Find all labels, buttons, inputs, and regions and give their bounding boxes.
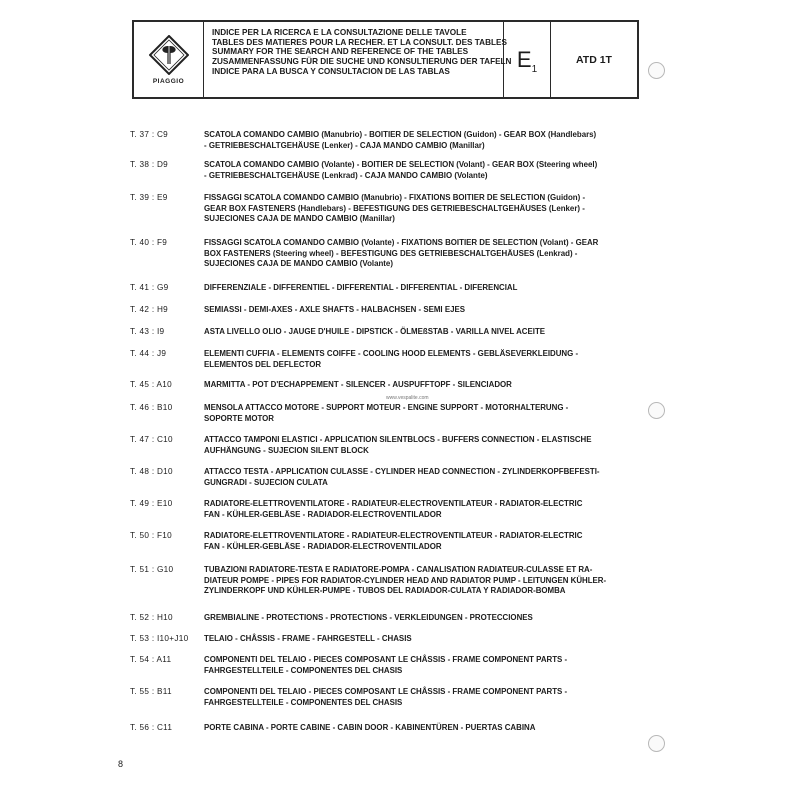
description-line: FISSAGGI SCATOLA COMANDO CAMBIO (Volante) - FIXATIONS BOITIER DE SELECTION (Volant) - GEAR <box>204 238 599 247</box>
description-line: ELEMENTI CUFFIA - ELEMENTS COIFFE - COOLING HOOD ELEMENTS - GEBLÄSEVERKLEIDUNG - <box>204 349 579 358</box>
description-line: ELEMENTOS DEL DEFLECTOR <box>204 359 322 369</box>
page-number: 8 <box>118 759 124 769</box>
description-line: - GETRIEBESCHALTGEHÄUSE (Lenker) - CAJA MANDO CAMBIO (Manillar) <box>204 140 485 150</box>
description-line: COMPONENTI DEL TELAIO - PIECES COMPOSANT LE CHÂSSIS - FRAME COMPONENT PARTS - <box>204 687 568 696</box>
table-code: T. 55 : B11 <box>130 687 172 696</box>
table-description <box>204 403 647 424</box>
description-line: SUJECIONES CAJA DE MANDO CAMBIO (Volante) <box>204 259 393 269</box>
section-cell <box>504 22 551 97</box>
table-code: T. 37 : C9 <box>130 130 169 139</box>
description-line: RADIATORE-ELETTROVENTILATORE - RADIATEUR-ELECTROVENTILATEUR - RADIATOR-ELECTRIC <box>204 531 583 540</box>
description-line: GREMBIALINE - PROTECTIONS - PROTECTIONS - VERKLEIDUNGEN - PROTECCIONES <box>204 613 533 622</box>
header-box <box>132 20 639 99</box>
description-line: SUJECIONES CAJA DE MANDO CAMBIO (Manillar) <box>204 214 395 224</box>
table-description <box>204 655 647 676</box>
table-code: T. 38 : D9 <box>130 160 169 169</box>
table-description <box>204 305 647 316</box>
table-description <box>204 467 647 488</box>
binder-hole <box>648 735 665 752</box>
description-line: AUFHÄNGUNG - SUJECION SILENT BLOCK <box>204 445 369 455</box>
table-description <box>204 565 647 597</box>
description-line: ZYLINDERKOPF UND KÜHLER-PUMPE - TUBOS DEL RADIADOR-CULATA Y RADIADOR-BOMBA <box>204 586 566 596</box>
table-description <box>204 435 647 456</box>
title-line: INDICE PARA LA BUSCA Y CONSULTACION DE LAS TABLAS <box>212 66 450 76</box>
section-number: 1 <box>531 64 538 75</box>
title-line: ZUSAMMENFASSUNG FÜR DIE SUCHE UND KONSULTIERUNG DER TAFELN <box>212 57 512 67</box>
table-code: T. 51 : G10 <box>130 565 174 574</box>
description-line: TUBAZIONI RADIATORE-TESTA E RADIATORE-POMPA - CANALISATION RADIATEUR-CULASSE ET RA- <box>204 565 593 574</box>
table-code: T. 48 : D10 <box>130 467 173 476</box>
description-line: COMPONENTI DEL TELAIO - PIECES COMPOSANT LE CHÂSSIS - FRAME COMPONENT PARTS - <box>204 655 568 664</box>
description-line: PORTE CABINA - PORTE CABINE - CABIN DOOR - KABINENTÜREN - PUERTAS CABINA <box>204 723 536 732</box>
table-code: T. 53 : I10+J10 <box>130 634 189 643</box>
title-line: SUMMARY FOR THE SEARCH AND REFERENCE OF THE TABLES <box>212 47 469 57</box>
table-description <box>204 634 647 645</box>
table-code: T. 42 : H9 <box>130 305 169 314</box>
description-line: SCATOLA COMANDO CAMBIO (Manubrio) - BOITIER DE SELECTION (Guidon) - GEAR BOX (Handlebars) <box>204 130 597 139</box>
description-line: ASTA LIVELLO OLIO - JAUGE D'HUILE - DIPSTICK - ÖLMEßSTAB - VARILLA NIVEL ACEITE <box>204 327 546 336</box>
table-description <box>204 380 647 391</box>
logo-cell <box>134 22 204 97</box>
table-code: T. 50 : F10 <box>130 531 172 540</box>
description-line: - GETRIEBESCHALTGEHÄUSE (Lenkrad) - CAJA MANDO CAMBIO (Volante) <box>204 170 488 180</box>
table-code: T. 43 : I9 <box>130 327 165 336</box>
binder-hole <box>648 402 665 419</box>
piaggio-logo-icon <box>149 35 189 75</box>
description-line: SOPORTE MOTOR <box>204 413 274 423</box>
table-code: T. 47 : C10 <box>130 435 173 444</box>
table-description <box>204 499 647 520</box>
description-line: RADIATORE-ELETTROVENTILATORE - RADIATEUR-ELECTROVENTILATEUR - RADIATOR-ELECTRIC <box>204 499 583 508</box>
description-line: DIATEUR POMPE - PIPES FOR RADIATOR-CYLINDER HEAD AND RADIATOR PUMP - LEITUNGEN KÜHLER- <box>204 575 607 585</box>
table-description <box>204 160 647 181</box>
table-description <box>204 283 647 294</box>
table-code: T. 40 : F9 <box>130 238 168 247</box>
title-cell <box>204 22 512 97</box>
description-line: DIFFERENZIALE - DIFFERENTIEL - DIFFERENTIAL - DIFFERENTIAL - DIFERENCIAL <box>204 283 518 292</box>
description-line: FAHRGESTELLTEILE - COMPONENTES DEL CHASIS <box>204 665 403 675</box>
table-description <box>204 193 647 225</box>
table-description <box>204 531 647 552</box>
table-code: T. 44 : J9 <box>130 349 167 358</box>
table-code: T. 45 : A10 <box>130 380 172 389</box>
description-line: TELAIO - CHÂSSIS - FRAME - FAHRGESTELL - CHASIS <box>204 634 412 643</box>
title-line: TABLES DES MATIERES POUR LA RECHER. ET LA CONSULT. DES TABLES <box>212 37 507 47</box>
description-line: ATTACCO TAMPONI ELASTICI - APPLICATION SILENTBLOCS - BUFFERS CONNECTION - ELASTISCHE <box>204 435 592 444</box>
table-code: T. 39 : E9 <box>130 193 168 202</box>
table-description <box>204 723 647 734</box>
section-letter: E <box>516 46 532 72</box>
description-line: SEMIASSI - DEMI-AXES - AXLE SHAFTS - HALBACHSEN - SEMI EJES <box>204 305 465 314</box>
table-code: T. 41 : G9 <box>130 283 169 292</box>
table-description <box>204 130 647 151</box>
table-code: T. 56 : C11 <box>130 723 173 732</box>
table-code: T. 54 : A11 <box>130 655 172 664</box>
description-line: GEAR BOX FASTENERS (Handlebars) - BEFESTIGUNG DES GETRIEBESCHALTGEHÄUSES (Lenker) - <box>204 203 585 213</box>
table-description <box>204 238 647 270</box>
description-line: FISSAGGI SCATOLA COMANDO CAMBIO (Manubrio) - FIXATIONS BOITIER DE SELECTION (Guidon) - <box>204 193 586 202</box>
description-line: FAN - KÜHLER-GEBLÄSE - RADIADOR-ELECTROVENTILADOR <box>204 541 442 551</box>
description-line: FAHRGESTELLTEILE - COMPONENTES DEL CHASIS <box>204 697 403 707</box>
description-line: ATTACCO TESTA - APPLICATION CULASSE - CYLINDER HEAD CONNECTION - ZYLINDERKOPFBEFESTI- <box>204 467 600 476</box>
description-line: GUNGRADI - SUJECION CULATA <box>204 477 328 487</box>
description-line: BOX FASTENERS (Steering wheel) - BEFESTIGUNG DES GETRIEBESCHALTGEHÄUSES (Lenkrad) - <box>204 248 578 258</box>
model-code: ATD 1T <box>576 53 612 66</box>
watermark: www.vespalite.com <box>386 395 429 401</box>
table-description <box>204 687 647 708</box>
table-code: T. 49 : E10 <box>130 499 173 508</box>
description-line: MENSOLA ATTACCO MOTORE - SUPPORT MOTEUR - ENGINE SUPPORT - MOTORHALTERUNG - <box>204 403 569 412</box>
description-line: MARMITTA - POT D'ECHAPPEMENT - SILENCER - AUSPUFFTOPF - SILENCIADOR <box>204 380 512 389</box>
table-code: T. 52 : H10 <box>130 613 173 622</box>
table-description <box>204 327 647 338</box>
description-line: SCATOLA COMANDO CAMBIO (Volante) - BOITIER DE SELECTION (Volant) - GEAR BOX (Steering wheel) <box>204 160 598 169</box>
title-line: INDICE PER LA RICERCA E LA CONSULTAZIONE DELLE TAVOLE <box>212 28 467 37</box>
brand-name: PIAGGIO <box>152 77 185 85</box>
binder-hole <box>648 62 665 79</box>
table-description <box>204 349 647 370</box>
table-code: T. 46 : B10 <box>130 403 173 412</box>
table-description <box>204 613 647 624</box>
description-line: FAN - KÜHLER-GEBLÄSE - RADIADOR-ELECTROVENTILADOR <box>204 509 442 519</box>
